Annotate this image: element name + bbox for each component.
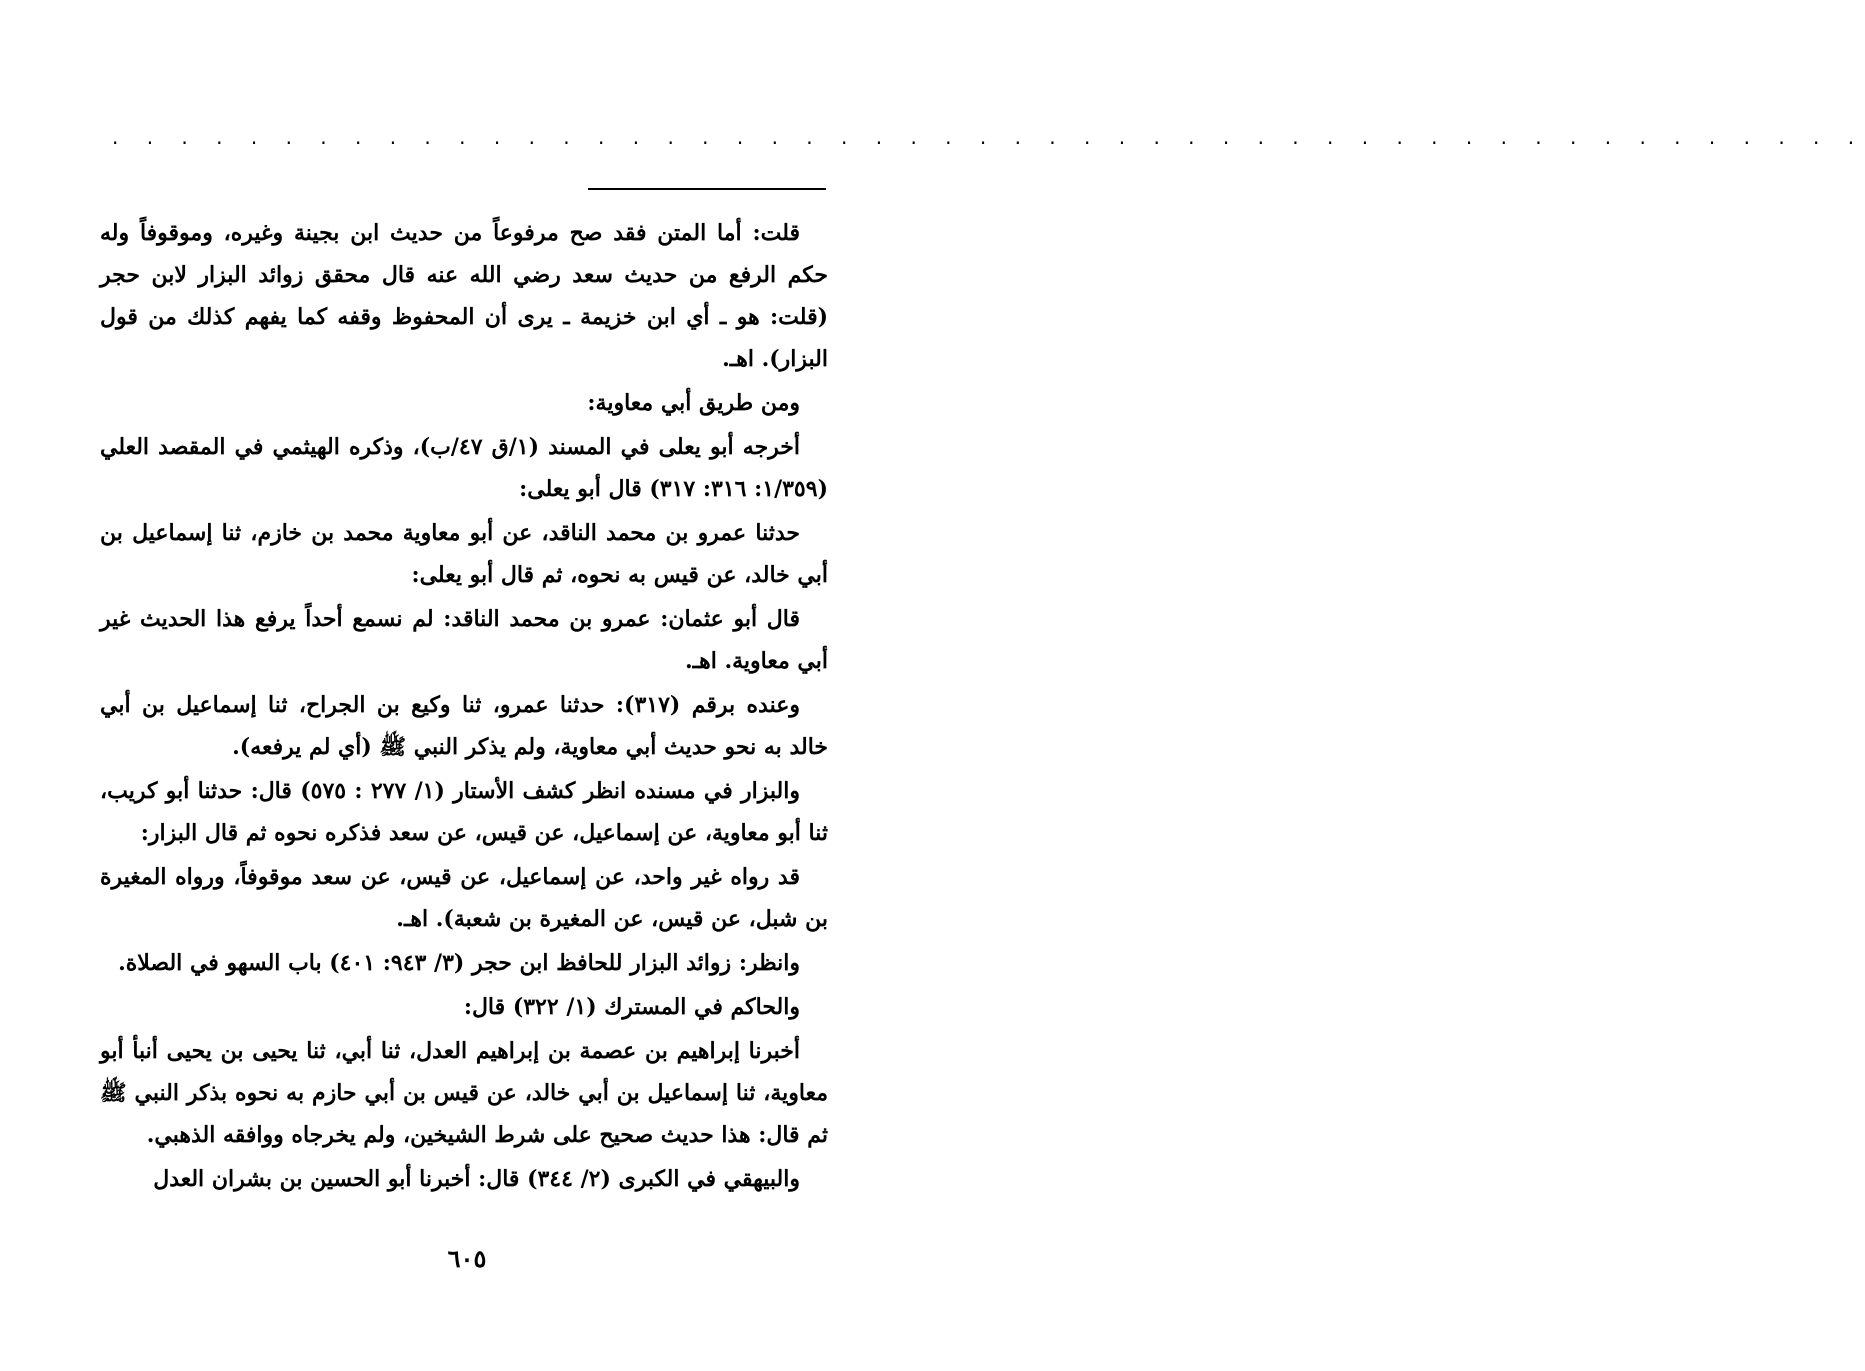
paragraph-hakim-isnad: أخبرنا إبراهيم بن عصمة بن إبراهيم العدل، ثنا أبي، ثنا يحيى بن يحيى أنبأ أبو معاوية، ثنا إسماعيل بن أبي خالد، عن قيس بن أبي حازم به نحوه بذكر النبي ﷺ ثم قال: هذا حديث صحيح على شرط الشيخين، ولم يخرجاه ووافقه الذهبي. bbox=[100, 1038, 828, 1148]
paragraph-abi-muawiya-route: ومن طريق أبي معاوية: bbox=[587, 390, 800, 416]
paragraph-bazzar-comment: قد رواه غير واحد، عن إسماعيل، عن قيس، عن سعد موقوفاً، ورواه المغيرة بن شبل، عن قيس، عن المغيرة بن شعبة). اهـ. bbox=[100, 864, 828, 932]
footnote-rule bbox=[588, 188, 826, 190]
paragraph-abu-uthman: قال أبو عثمان: عمرو بن محمد الناقد: لم نسمع أحداً يرفع هذا الحديث غير أبي معاوية. اهـ. bbox=[100, 606, 828, 674]
paragraph-zawaid-ref: وانظر: زوائد البزار للحافظ ابن حجر (٣/ ٩٤٣: ٤٠١) باب السهو في الصلاة. bbox=[118, 950, 800, 976]
page-number: ٦٠٥ bbox=[447, 1244, 487, 1273]
paragraph-hakim: والحاكم في المسترك (١/ ٣٢٢) قال: bbox=[463, 994, 800, 1020]
separator-dots: · · · · · · · · · · · · · · · · · · · · · · · · · · · · · · · · · · · · · · · · · · · · · · · · · · · bbox=[112, 131, 1865, 155]
paragraph-abu-yala-isnad: حدثنا عمرو بن محمد الناقد، عن أبو معاوية محمد بن خازم، ثنا إسماعيل بن أبي خالد، عن قيس به نحوه، ثم قال أبو يعلى: bbox=[100, 520, 828, 588]
paragraph-bayhaqi: والبيهقي في الكبرى (٢/ ٣٤٤) قال: أخبرنا أبو الحسين بن بشران العدل bbox=[153, 1166, 800, 1192]
paragraph-abu-yala-source: أخرجه أبو يعلى في المسند (١/ق ٤٧/ب)، وذكره الهيثمي في المقصد العلي (١/٣٥٩: ٣١٦: ٣١٧) قال أبو يعلى: bbox=[100, 434, 828, 502]
paragraph-number-317: وعنده برقم (٣١٧): حدثنا عمرو، ثنا وكيع بن الجراح، ثنا إسماعيل بن أبي خالد به نحو حديث أبي معاوية، ولم يذكر النبي ﷺ (أي لم يرفعه). bbox=[100, 692, 828, 760]
paragraph-qult: قلت: أما المتن فقد صح مرفوعاً من حديث ابن بجينة وغيره، وموقوفاً وله حكم الرفع من حديث سعد رضي الله عنه قال محقق زوائد البزار لابن حجر (قلت: هو ـ أي ابن خزيمة ـ يرى أن المحفوظ وقفه كما يفهم كذلك من قول البزار). اهـ. bbox=[100, 220, 828, 372]
page-body bbox=[100, 212, 828, 1202]
paragraph-bazzar: والبزار في مسنده انظر كشف الأستار (١/ ٢٧٧ : ٥٧٥) قال: حدثنا أبو كريب، ثنا أبو معاوية، عن إسماعيل، عن قيس، عن سعد فذكره نحوه ثم قال البزار: bbox=[100, 778, 828, 846]
